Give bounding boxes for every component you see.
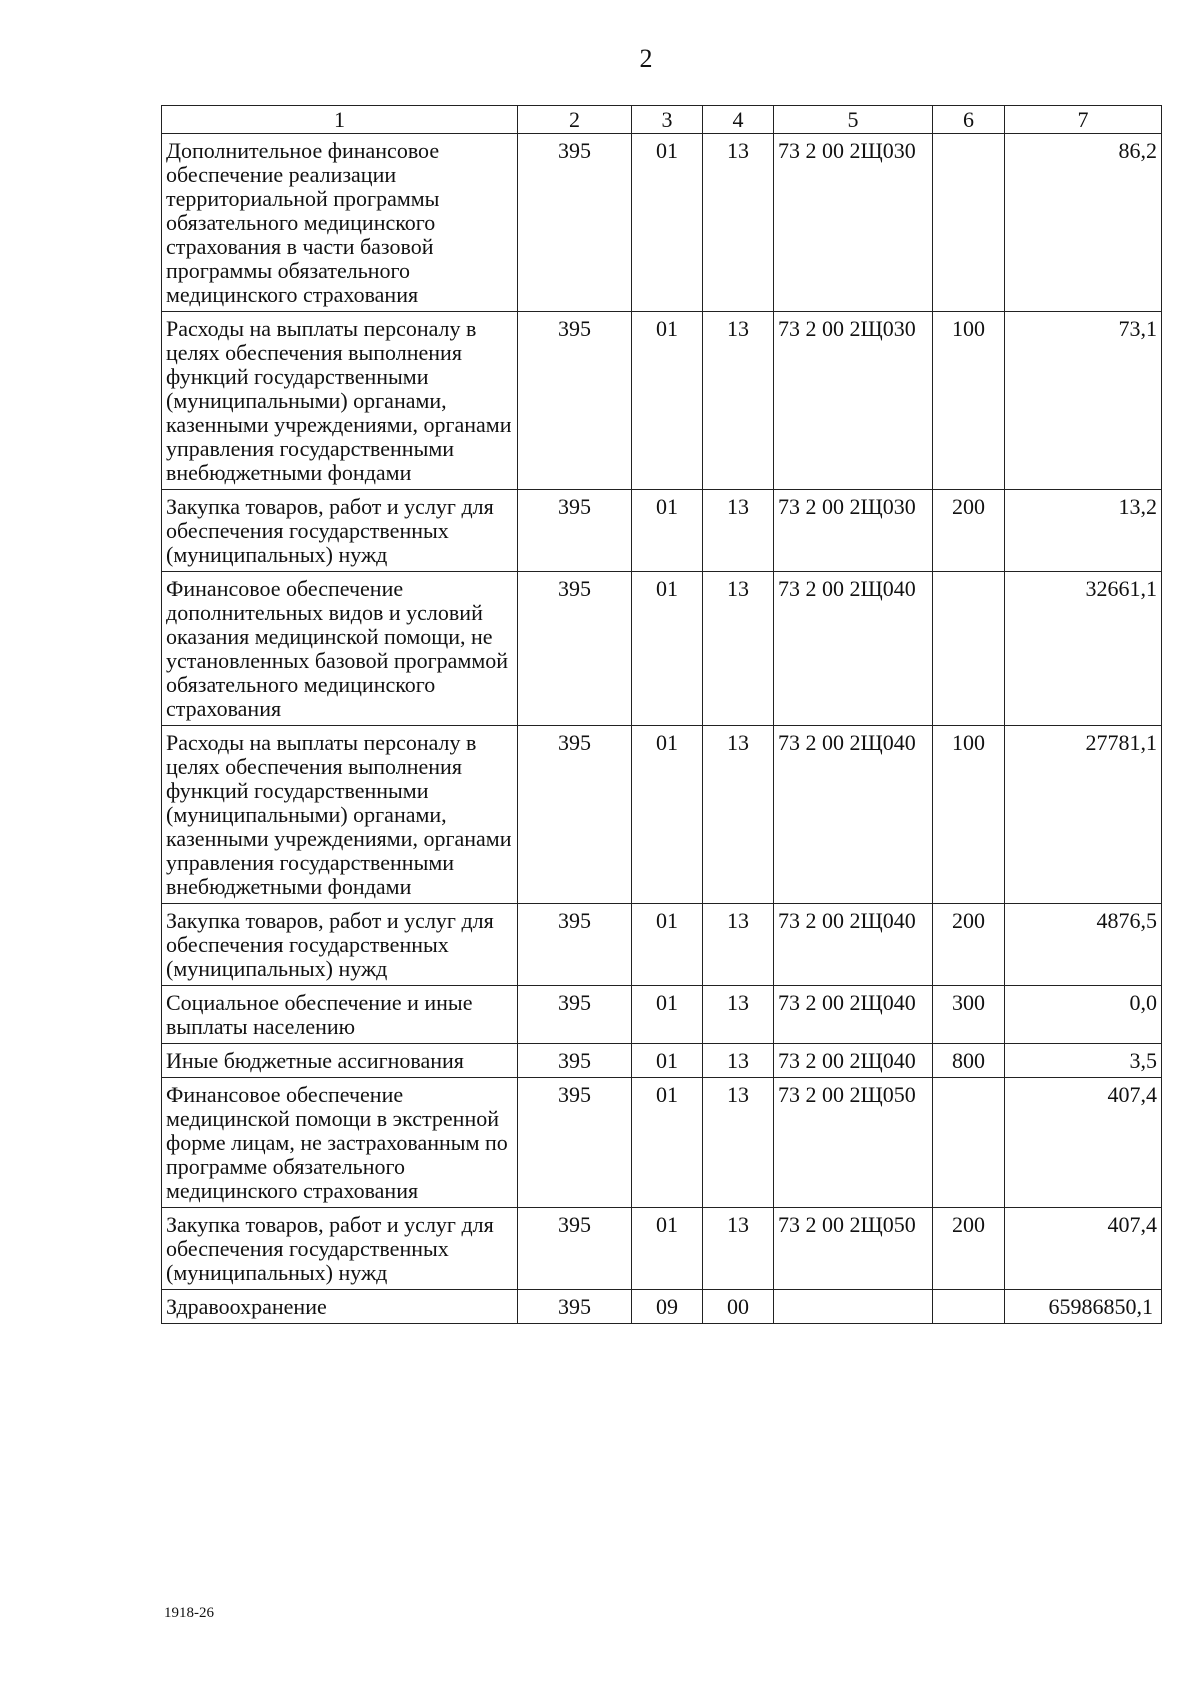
row-col3-cell: 01 [632, 986, 703, 1044]
row-col6-cell: 200 [933, 904, 1005, 986]
row-col2-cell: 395 [518, 134, 632, 312]
row-col4-cell: 13 [703, 1078, 774, 1208]
table-row [162, 1290, 1162, 1324]
row-col2-cell: 395 [518, 1290, 632, 1324]
row-col4-cell: 13 [703, 490, 774, 572]
row-code-cell: 73 2 00 2Щ030 [774, 134, 933, 312]
row-col3-cell: 01 [632, 490, 703, 572]
row-col3-cell: 01 [632, 904, 703, 986]
table-row [162, 490, 1162, 572]
row-name-cell: Закупка товаров, работ и услуг для обеспечения государственных (муниципальных) нужд [162, 490, 518, 572]
row-col4-cell: 13 [703, 572, 774, 726]
row-code-cell: 73 2 00 2Щ040 [774, 904, 933, 986]
row-code-cell: 73 2 00 2Щ050 [774, 1208, 933, 1290]
row-col3-cell: 01 [632, 572, 703, 726]
table-row [162, 986, 1162, 1044]
row-col6-cell: 800 [933, 1044, 1005, 1078]
row-col4-cell: 13 [703, 986, 774, 1044]
row-col6-cell: 200 [933, 1208, 1005, 1290]
row-amount-cell: 407,4 [1005, 1078, 1162, 1208]
row-col2-cell: 395 [518, 986, 632, 1044]
row-name-cell: Расходы на выплаты персоналу в целях обеспечения выполнения функций государственными (муниципальными) органами, казенными учреждениями, органами управления государственными внебюджетными фондами [162, 726, 518, 904]
table-row [162, 312, 1162, 490]
row-amount-cell: 32661,1 [1005, 572, 1162, 726]
row-name-cell: Здравоохранение [162, 1290, 518, 1324]
row-code-cell: 73 2 00 2Щ030 [774, 312, 933, 490]
row-name-cell: Финансовое обеспечение медицинской помощи в экстренной форме лицам, не застрахованным по программе обязательного медицинского страхования [162, 1078, 518, 1208]
row-col2-cell: 395 [518, 726, 632, 904]
row-col2-cell: 395 [518, 312, 632, 490]
row-name-cell: Закупка товаров, работ и услуг для обеспечения государственных (муниципальных) нужд [162, 904, 518, 986]
column-header-5: 5 [774, 106, 933, 134]
table-row [162, 726, 1162, 904]
table-header-row [162, 106, 1162, 134]
row-col6-cell [933, 134, 1005, 312]
row-col6-cell: 200 [933, 490, 1005, 572]
row-col3-cell: 09 [632, 1290, 703, 1324]
row-col6-cell [933, 1290, 1005, 1324]
row-col6-cell [933, 1078, 1005, 1208]
row-amount-cell: 0,0 [1005, 986, 1162, 1044]
column-header-6: 6 [933, 106, 1005, 134]
row-col4-cell: 00 [703, 1290, 774, 1324]
row-col3-cell: 01 [632, 312, 703, 490]
row-col6-cell: 300 [933, 986, 1005, 1044]
row-col4-cell: 13 [703, 312, 774, 490]
row-amount-cell: 3,5 [1005, 1044, 1162, 1078]
row-col4-cell: 13 [703, 904, 774, 986]
row-col2-cell: 395 [518, 1078, 632, 1208]
row-name-cell: Социальное обеспечение и иные выплаты населению [162, 986, 518, 1044]
row-col6-cell [933, 572, 1005, 726]
table-row [162, 1078, 1162, 1208]
row-code-cell: 73 2 00 2Щ030 [774, 490, 933, 572]
row-col4-cell: 13 [703, 134, 774, 312]
row-col6-cell: 100 [933, 312, 1005, 490]
row-code-cell: 73 2 00 2Щ040 [774, 572, 933, 726]
row-amount-cell: 13,2 [1005, 490, 1162, 572]
column-header-4: 4 [703, 106, 774, 134]
row-amount-cell: 86,2 [1005, 134, 1162, 312]
row-amount-cell: 407,4 [1005, 1208, 1162, 1290]
page-number: 2 [639, 44, 653, 73]
row-amount-cell: 65986850,1 [1005, 1290, 1162, 1324]
column-header-3: 3 [632, 106, 703, 134]
row-col3-cell: 01 [632, 1208, 703, 1290]
column-header-2: 2 [518, 106, 632, 134]
row-code-cell: 73 2 00 2Щ050 [774, 1078, 933, 1208]
row-col2-cell: 395 [518, 1044, 632, 1078]
table-row [162, 572, 1162, 726]
row-name-cell: Дополнительное финансовое обеспечение реализации территориальной программы обязательного медицинского страхования в части базовой программы обязательного медицинского страхования [162, 134, 518, 312]
row-col2-cell: 395 [518, 1208, 632, 1290]
row-col2-cell: 395 [518, 904, 632, 986]
row-col2-cell: 395 [518, 490, 632, 572]
row-code-cell: 73 2 00 2Щ040 [774, 1044, 933, 1078]
table-row [162, 1044, 1162, 1078]
column-header-1: 1 [162, 106, 518, 134]
row-col2-cell: 395 [518, 572, 632, 726]
row-col3-cell: 01 [632, 1078, 703, 1208]
row-col3-cell: 01 [632, 1044, 703, 1078]
table-row [162, 904, 1162, 986]
row-code-cell: 73 2 00 2Щ040 [774, 726, 933, 904]
budget-table [161, 105, 1162, 1324]
row-name-cell: Иные бюджетные ассигнования [162, 1044, 518, 1078]
column-header-7: 7 [1005, 106, 1162, 134]
table-row [162, 1208, 1162, 1290]
row-col4-cell: 13 [703, 1208, 774, 1290]
row-name-cell: Расходы на выплаты персоналу в целях обеспечения выполнения функций государственными (муниципальными) органами, казенными учреждениями, органами управления государственными внебюджетными фондами [162, 312, 518, 490]
row-col6-cell: 100 [933, 726, 1005, 904]
document-footer-code: 1918-26 [164, 1605, 214, 1621]
row-code-cell [774, 1290, 933, 1324]
row-col4-cell: 13 [703, 726, 774, 904]
row-code-cell: 73 2 00 2Щ040 [774, 986, 933, 1044]
row-amount-cell: 73,1 [1005, 312, 1162, 490]
row-col4-cell: 13 [703, 1044, 774, 1078]
row-col3-cell: 01 [632, 134, 703, 312]
row-name-cell: Финансовое обеспечение дополнительных видов и условий оказания медицинской помощи, не установленных базовой программой обязательного медицинского страхования [162, 572, 518, 726]
row-amount-cell: 27781,1 [1005, 726, 1162, 904]
row-amount-cell: 4876,5 [1005, 904, 1162, 986]
row-name-cell: Закупка товаров, работ и услуг для обеспечения государственных (муниципальных) нужд [162, 1208, 518, 1290]
table-row [162, 134, 1162, 312]
row-col3-cell: 01 [632, 726, 703, 904]
